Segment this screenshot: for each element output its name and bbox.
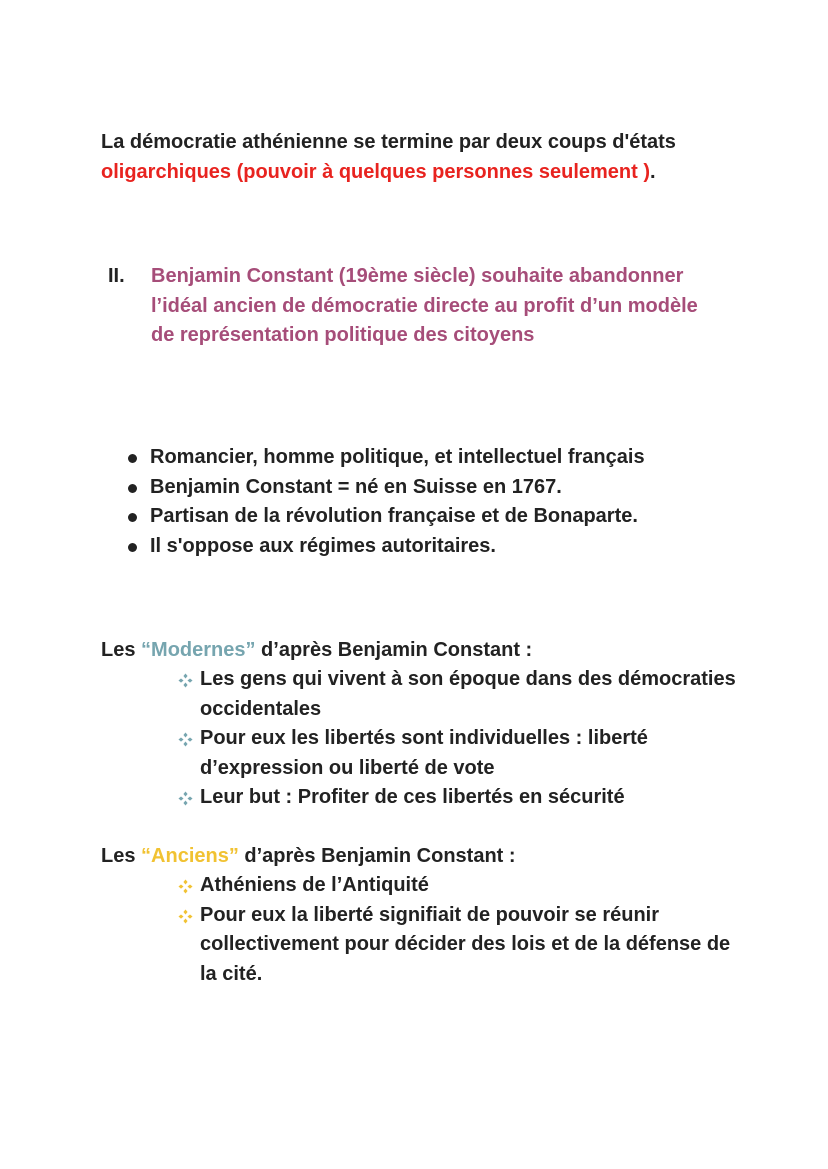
modernes-item-text: Les gens qui vivent à son époque dans des démocraties occidentales <box>200 668 736 720</box>
list-item <box>101 473 781 503</box>
modernes-item-text: Pour eux les libertés sont individuelles : liberté d’expression ou liberté de vote <box>200 727 648 779</box>
diamond-icon <box>178 879 193 894</box>
bullet-icon <box>128 484 137 493</box>
anciens-heading <box>101 842 741 872</box>
bullet-list <box>101 443 781 561</box>
bullet-text: Benjamin Constant = né en Suisse en 1767. <box>150 475 562 498</box>
modernes-item-text: Leur but : Profiter de ces libertés en sécurité <box>200 786 625 808</box>
list-item <box>176 724 736 783</box>
intro-highlight: oligarchiques (pouvoir à quelques personnes seulement ) <box>101 160 651 183</box>
list-item <box>176 783 736 813</box>
bullet-text: Il s'oppose aux régimes autoritaires. <box>150 534 496 557</box>
diamond-icon <box>178 909 193 924</box>
intro-text-before: La démocratie athénienne se termine par deux coups d'états <box>101 131 676 153</box>
modernes-suffix: d’après Benjamin Constant : <box>255 639 533 661</box>
list-item <box>176 901 736 990</box>
diamond-icon <box>178 673 193 688</box>
anciens-prefix: Les <box>101 845 142 867</box>
anciens-label: “Anciens” <box>141 845 239 867</box>
modernes-prefix: Les <box>101 639 142 661</box>
anciens-item-text: Pour eux la liberté signifiait de pouvoir se réunir collectivement pour décider des lois et de la défense de la cité. <box>200 903 731 985</box>
intro-text-after: . <box>650 160 656 183</box>
modernes-label: “Modernes” <box>141 639 256 661</box>
list-item <box>176 665 736 724</box>
diamond-icon <box>178 791 193 806</box>
diamond-icon <box>178 732 193 747</box>
bullet-text: Partisan de la révolution française et de Bonaparte. <box>150 505 638 527</box>
intro-paragraph <box>101 128 741 187</box>
anciens-item-text: Athéniens de l’Antiquité <box>200 874 429 896</box>
modernes-list <box>176 665 736 813</box>
anciens-suffix: d’après Benjamin Constant : <box>238 845 516 867</box>
bullet-icon <box>128 543 137 552</box>
anciens-list <box>176 871 736 989</box>
section-title: Benjamin Constant (19ème siècle) souhaite abandonner l’idéal ancien de démocratie directe au profit d’un modèle de représentation politique des citoyens <box>151 265 698 346</box>
list-item <box>176 871 736 901</box>
bullet-icon <box>128 454 137 463</box>
list-item <box>101 443 781 473</box>
bullet-icon <box>128 513 137 522</box>
list-item <box>101 532 781 562</box>
bullet-text: Romancier, homme politique, et intellectuel français <box>150 446 645 468</box>
list-item <box>101 502 781 532</box>
section-number: II. <box>108 265 125 287</box>
modernes-heading <box>101 636 741 666</box>
